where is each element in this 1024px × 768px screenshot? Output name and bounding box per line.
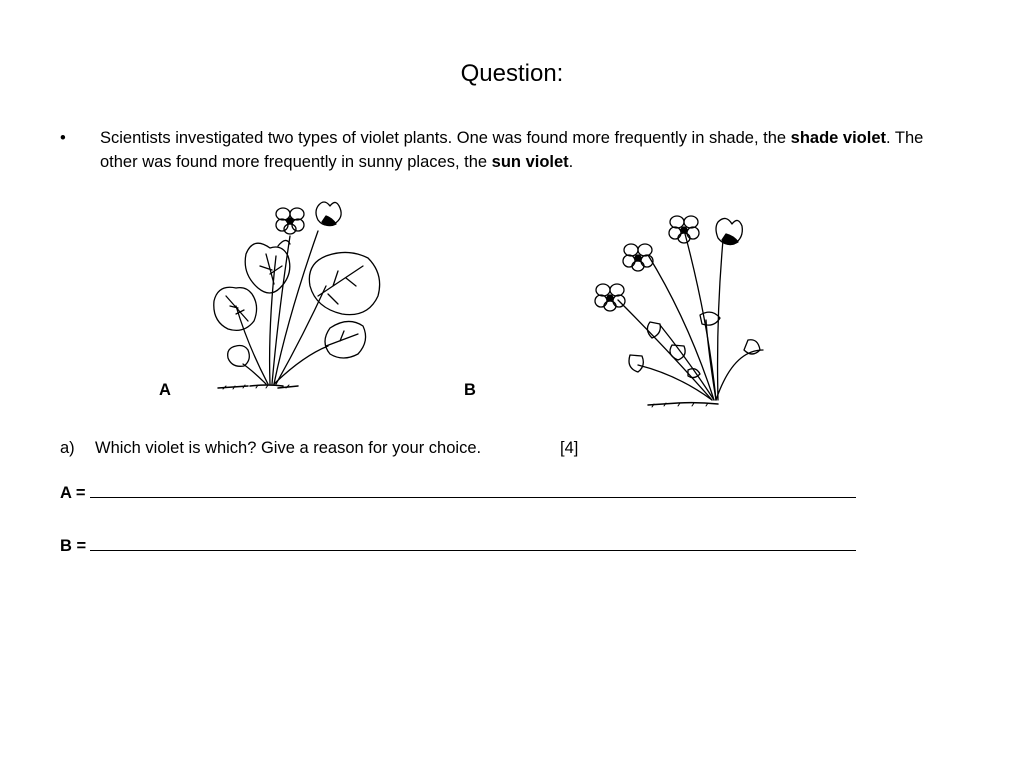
question-intro — [60, 126, 940, 174]
answer-row-a — [60, 483, 856, 503]
intro-text-part-1: Scientists investigated two types of violet plants. One was found more frequently in shade, the — [100, 129, 791, 147]
answer-b-line[interactable] — [90, 536, 856, 551]
answer-a-label: A = — [60, 484, 86, 502]
question-marks: [4] — [560, 439, 579, 457]
page-title: Question: — [460, 60, 564, 87]
violet-plant-a-illustration — [208, 196, 398, 396]
question-part-label: a) — [60, 439, 75, 457]
intro-text — [100, 126, 940, 174]
answer-a-line[interactable] — [90, 483, 856, 498]
violet-plant-b-illustration — [588, 200, 778, 412]
intro-text-part-3: . — [568, 153, 574, 171]
bullet-icon: • — [60, 129, 66, 147]
answer-b-label: B = — [60, 537, 87, 555]
intro-text-part-2: . The other was found more frequently in sunny places, the — [100, 129, 924, 171]
figure-label-a: A — [159, 381, 171, 399]
shade-violet-term: shade violet — [790, 129, 887, 147]
question-text: Which violet is which? Give a reason for your choice. — [95, 439, 482, 457]
figure-label-b: B — [464, 381, 476, 399]
sun-violet-term: sun violet — [491, 153, 569, 171]
answer-row-b — [60, 536, 856, 556]
